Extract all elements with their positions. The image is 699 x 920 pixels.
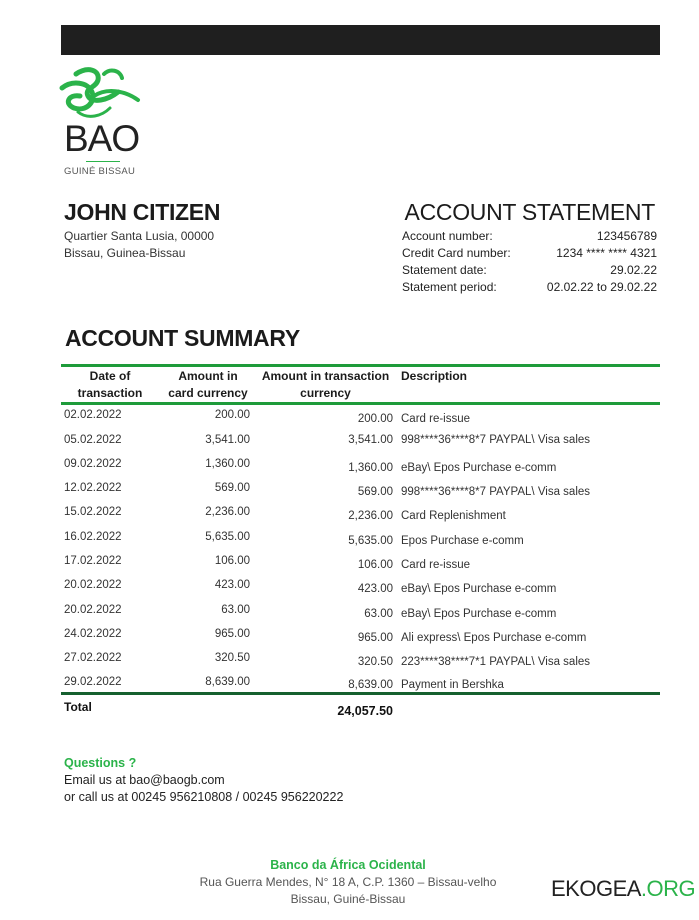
row-trans-amount: 3,541.00 bbox=[348, 434, 393, 446]
row-card-amount: 965.00 bbox=[214, 628, 250, 640]
row-description: eBay\ Epos Purchase e-comm bbox=[401, 583, 557, 595]
row-description: eBay\ Epos Purchase e-comm bbox=[401, 462, 557, 474]
table-top-rule bbox=[61, 364, 660, 367]
contact-phone: or call us at 00245 956210808 / 00245 956220222 bbox=[64, 790, 344, 804]
col-header-trans-amount bbox=[258, 368, 393, 402]
summary-title: ACCOUNT SUMMARY bbox=[65, 325, 300, 351]
row-trans-amount: 5,635.00 bbox=[348, 535, 393, 547]
field-value: 02.02.22 to 29.02.22 bbox=[546, 280, 657, 294]
row-date: 15.02.2022 bbox=[64, 506, 122, 518]
row-card-amount: 2,236.00 bbox=[205, 506, 250, 518]
contact-title: Questions ? bbox=[64, 756, 137, 770]
logo-underline bbox=[86, 161, 120, 162]
row-description: Card re-issue bbox=[401, 413, 471, 425]
client-block bbox=[64, 199, 220, 262]
row-date: 27.02.2022 bbox=[64, 652, 122, 664]
row-description: Epos Purchase e-comm bbox=[401, 535, 524, 547]
bank-logo bbox=[58, 66, 158, 181]
statement-title: ACCOUNT STATEMENT bbox=[404, 199, 655, 225]
statement-details bbox=[402, 228, 657, 296]
watermark-part2: .ORG bbox=[640, 876, 696, 901]
row-description: Card Replenishment bbox=[401, 510, 506, 522]
row-date: 09.02.2022 bbox=[64, 458, 122, 470]
row-trans-amount: 63.00 bbox=[364, 608, 393, 620]
row-trans-amount: 320.50 bbox=[357, 656, 393, 668]
logo-subtitle: GUINÉ BISSAU bbox=[64, 166, 136, 177]
table-header-rule bbox=[61, 402, 660, 405]
row-trans-amount: 965.00 bbox=[357, 632, 393, 644]
footer-address-line1: Rua Guerra Mendes, N° 18 A, C.P. 1360 – Bissau-velho bbox=[199, 875, 497, 889]
header-line: card currency bbox=[168, 386, 248, 400]
col-header-description: Description bbox=[401, 369, 468, 383]
row-trans-amount: 106.00 bbox=[357, 559, 393, 571]
contact-block bbox=[64, 755, 343, 806]
field-label: Statement period: bbox=[402, 280, 497, 294]
row-date: 24.02.2022 bbox=[64, 628, 122, 640]
total-label: Total bbox=[64, 700, 92, 714]
row-date: 12.02.2022 bbox=[64, 482, 122, 494]
statement-field bbox=[402, 262, 657, 279]
row-card-amount: 320.50 bbox=[214, 652, 250, 664]
header-bar bbox=[61, 25, 660, 55]
row-description: 998****36****8*7 PAYPAL\ Visa sales bbox=[401, 486, 591, 498]
statement-field bbox=[402, 228, 657, 245]
row-date: 20.02.2022 bbox=[64, 579, 122, 591]
row-date: 05.02.2022 bbox=[64, 434, 122, 446]
field-value: 123456789 bbox=[596, 229, 657, 243]
row-description: Payment in Bershka bbox=[401, 679, 504, 691]
row-date: 29.02.2022 bbox=[64, 676, 122, 688]
ribbon-icon bbox=[58, 66, 148, 126]
row-date: 02.02.2022 bbox=[64, 409, 122, 421]
row-date: 20.02.2022 bbox=[64, 604, 122, 616]
row-card-amount: 3,541.00 bbox=[205, 434, 250, 446]
row-card-amount: 5,635.00 bbox=[205, 531, 250, 543]
statement-field bbox=[402, 245, 657, 262]
header-line: transaction bbox=[77, 386, 143, 400]
row-card-amount: 106.00 bbox=[214, 555, 250, 567]
row-trans-amount: 1,360.00 bbox=[348, 462, 393, 474]
row-trans-amount: 569.00 bbox=[357, 486, 393, 498]
field-value: 29.02.22 bbox=[610, 263, 657, 277]
watermark bbox=[551, 876, 695, 902]
row-card-amount: 200.00 bbox=[214, 409, 250, 421]
field-label: Statement date: bbox=[402, 263, 487, 277]
field-label: Account number: bbox=[402, 229, 493, 243]
row-description: 998****36****8*7 PAYPAL\ Visa sales bbox=[401, 434, 591, 446]
client-name: JOHN CITIZEN bbox=[64, 199, 221, 225]
logo-wordmark: BAO bbox=[64, 118, 140, 159]
table-bottom-rule bbox=[61, 692, 660, 695]
row-description: Card re-issue bbox=[401, 559, 471, 571]
row-description: eBay\ Epos Purchase e-comm bbox=[401, 608, 557, 620]
row-card-amount: 8,639.00 bbox=[205, 676, 250, 688]
row-card-amount: 1,360.00 bbox=[205, 458, 250, 470]
header-line: currency bbox=[300, 386, 351, 400]
header-line: Amount in transaction bbox=[261, 369, 390, 383]
row-trans-amount: 200.00 bbox=[357, 413, 393, 425]
contact-email[interactable]: Email us at bao@baogb.com bbox=[64, 773, 225, 787]
footer-bank-name: Banco da África Ocidental bbox=[270, 858, 426, 872]
client-address-line2: Bissau, Guinea-Bissau bbox=[64, 246, 186, 260]
field-label: Credit Card number: bbox=[402, 246, 511, 260]
header-line: Date of bbox=[89, 369, 131, 383]
watermark-part1: EKOGEA bbox=[551, 876, 641, 901]
total-value: 24,057.50 bbox=[337, 704, 393, 718]
statement-field bbox=[402, 279, 657, 296]
row-trans-amount: 423.00 bbox=[357, 583, 393, 595]
row-card-amount: 569.00 bbox=[214, 482, 250, 494]
field-value: 1234 **** **** 4321 bbox=[556, 246, 657, 260]
row-card-amount: 63.00 bbox=[221, 604, 250, 616]
row-date: 16.02.2022 bbox=[64, 531, 122, 543]
col-header-date bbox=[65, 368, 155, 402]
row-trans-amount: 2,236.00 bbox=[348, 510, 393, 522]
row-card-amount: 423.00 bbox=[214, 579, 250, 591]
col-header-card-amount bbox=[163, 368, 253, 402]
footer-address-line2: Bissau, Guiné-Bissau bbox=[290, 892, 406, 906]
row-trans-amount: 8,639.00 bbox=[348, 679, 393, 691]
footer bbox=[150, 857, 546, 908]
row-description: Ali express\ Epos Purchase e-comm bbox=[401, 632, 587, 644]
row-description: 223****38****7*1 PAYPAL\ Visa sales bbox=[401, 656, 591, 668]
header-line: Amount in bbox=[178, 369, 238, 383]
client-address-line1: Quartier Santa Lusia, 00000 bbox=[64, 229, 215, 243]
row-date: 17.02.2022 bbox=[64, 555, 122, 567]
